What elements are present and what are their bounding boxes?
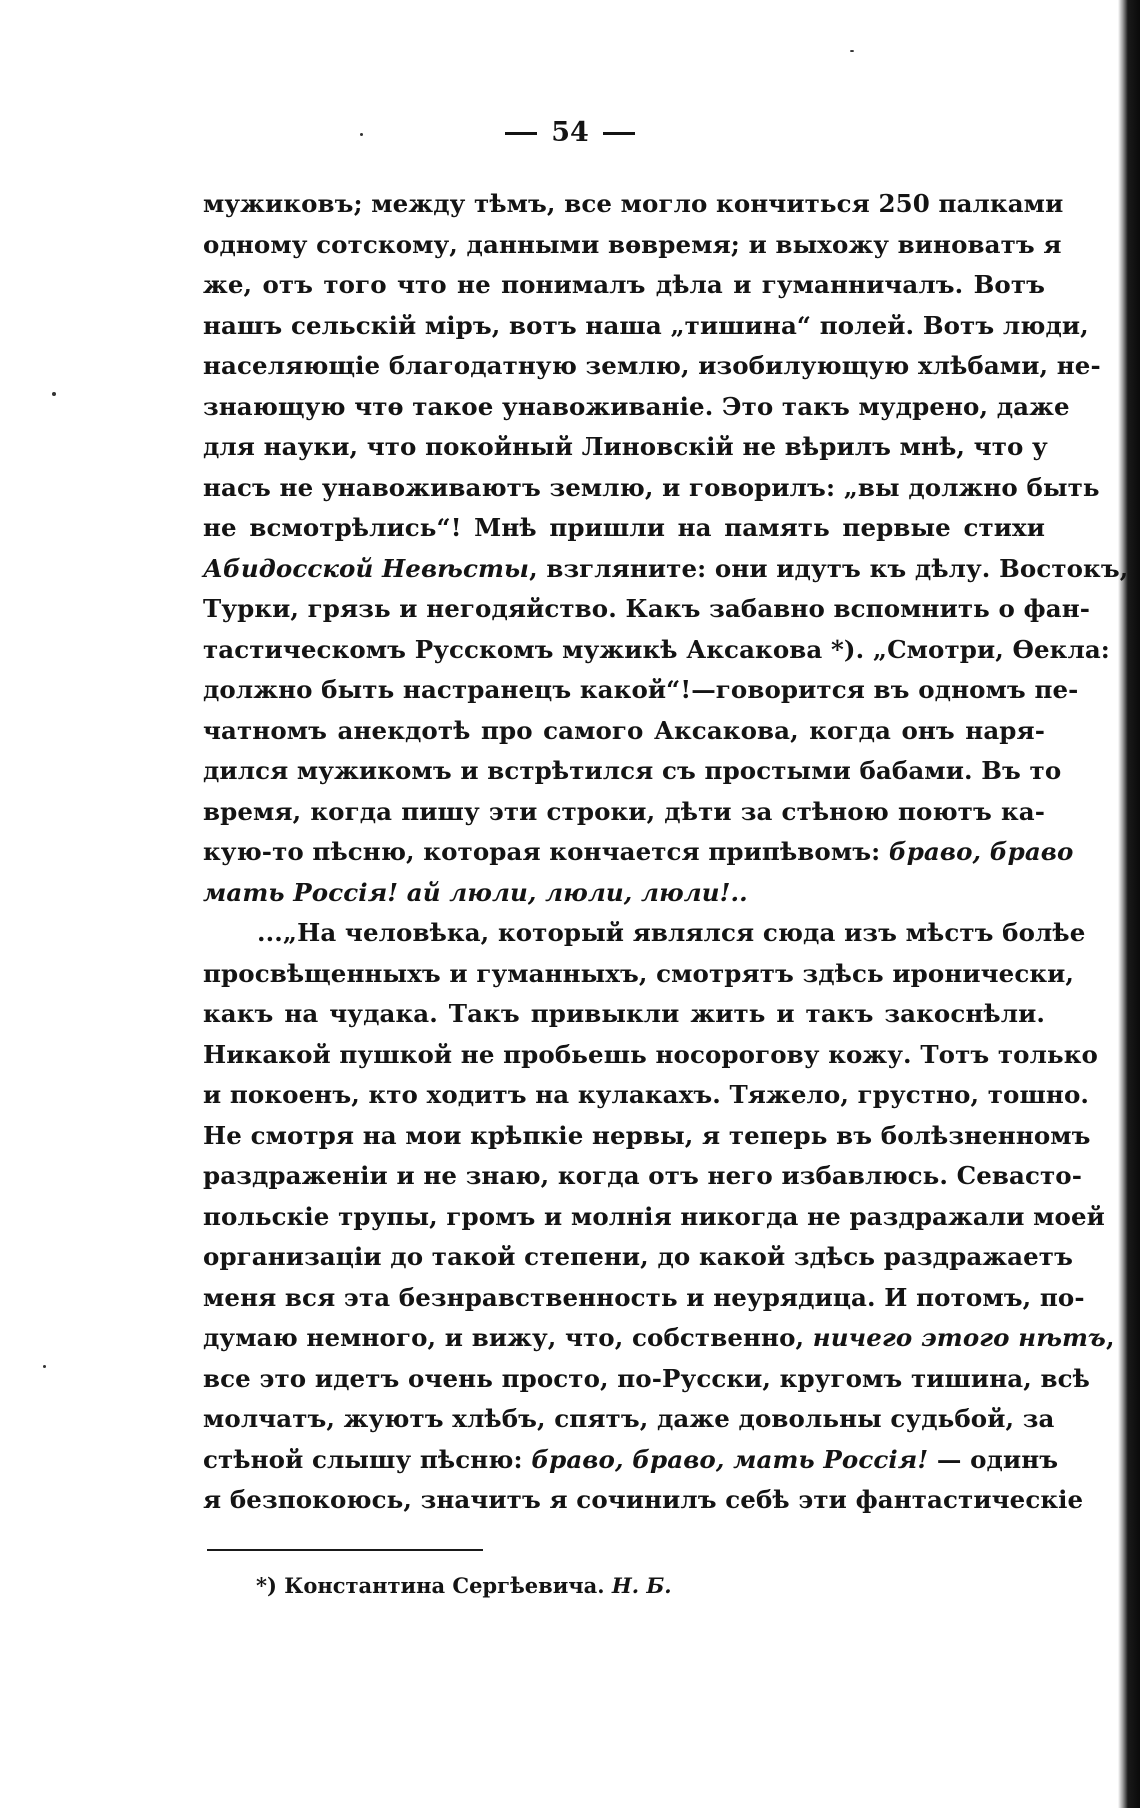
text-line <box>203 346 1101 387</box>
text-line <box>203 792 1045 833</box>
italic-text: браво, браво, мать Россія! <box>531 1444 929 1474</box>
footnote-rule <box>207 1549 483 1551</box>
text-line <box>203 1197 1105 1238</box>
text-line <box>203 832 1074 873</box>
text-segment: нашъ сельскій міръ, вотъ наша „тишина“ полей. Вотъ люди, <box>203 310 1089 340</box>
text-line <box>203 873 1045 914</box>
print-speck <box>850 50 854 52</box>
text-line <box>203 1237 1073 1278</box>
text-line <box>203 508 1045 549</box>
text-line <box>203 184 1064 225</box>
italic-text: мать Россія! ай люли, люли, люли!.. <box>203 877 748 907</box>
footnote-initials: Н. Б. <box>611 1573 672 1598</box>
text-segment: знающую чтѳ такое унавоживаніе. Это такъ мудрено, даже <box>203 391 1070 421</box>
text-line <box>203 1318 1115 1359</box>
text-line <box>203 1116 1091 1157</box>
text-line <box>203 1156 1082 1197</box>
text-line <box>203 1035 1098 1076</box>
text-line <box>203 549 1129 590</box>
text-segment: раздраженіи и не знаю, когда отъ него избавлюсь. Севасто- <box>203 1161 1082 1190</box>
text-segment: мужиковъ; между тѣмъ, все могло кончиться 250 палками <box>203 189 1064 218</box>
text-segment: и покоенъ, кто ходитъ на кулакахъ. Тяжело, грустно, тошно. <box>203 1080 1090 1109</box>
text-segment: какъ на чудака. Такъ привыкли жить и такъ закоснѣли. <box>203 999 1045 1028</box>
text-line <box>203 589 1091 630</box>
page-header <box>0 116 1140 150</box>
text-segment: меня вся эта безнравственность и неурядица. И потомъ, по- <box>203 1282 1085 1312</box>
text-segment: чатномъ анекдотѣ про самого Аксакова, когда онъ наря- <box>203 715 1045 745</box>
print-speck <box>360 133 363 136</box>
text-segment: кую-то пѣсню, которая кончается припѣвомъ: <box>203 837 889 866</box>
text-segment: для науки, что покойный Линовскій не вѣрилъ мнѣ, что у <box>203 432 1048 461</box>
text-line <box>203 225 1062 266</box>
text-segment: просвѣщенныхъ и гуманныхъ, смотрятъ здѣсь иронически, <box>203 958 1075 988</box>
text-segment: одному сотскому, данными вѳвремя; и выхожу виноватъ я <box>203 229 1062 259</box>
page-binding-edge <box>1118 0 1140 1808</box>
text-segment: , <box>1105 1323 1115 1352</box>
text-segment: дился мужикомъ и встрѣтился съ простыми бабами. Въ то <box>203 756 1062 785</box>
text-segment: Не смотря на мои крѣпкіе нервы, я теперь въ болѣзненномъ <box>203 1120 1091 1150</box>
text-segment: Никакой пушкой не пробьешь носорогову кожу. Тотъ только <box>203 1039 1098 1069</box>
text-segment: тастическомъ Русскомъ мужикѣ Аксакова *). „Смотри, Ѳекла: <box>203 634 1110 664</box>
text-line <box>203 994 1045 1035</box>
text-line <box>203 954 1075 995</box>
text-line <box>203 913 1086 954</box>
text-line <box>203 630 1110 671</box>
print-speck <box>52 392 56 396</box>
text-line <box>203 1480 1084 1521</box>
text-segment: стѣной слышу пѣсню: <box>203 1444 532 1474</box>
text-line <box>203 306 1089 347</box>
text-segment: молчатъ, жуютъ хлѣбъ, спятъ, даже довольны судьбой, за <box>203 1404 1055 1433</box>
text-segment: я безпокоюсь, значитъ я сочинилъ себѣ эти фантастическіе <box>203 1485 1084 1514</box>
text-line <box>203 1440 1059 1481</box>
italic-text: браво, браво <box>888 837 1074 866</box>
text-line <box>203 751 1062 792</box>
text-segment: организаціи до такой степени, до какой здѣсь раздражаетъ <box>203 1242 1073 1271</box>
text-segment: все это идетъ очень просто, по-Русски, кругомъ тишина, всѣ <box>203 1363 1090 1393</box>
italic-text: ничего этого нѣтъ <box>812 1323 1106 1352</box>
text-segment: населяющіе благодатную землю, изобилующую хлѣбами, не- <box>203 351 1101 380</box>
text-segment: , взгляните: они идутъ къ дѣлу. Востокъ, <box>529 553 1129 583</box>
footnote-text: *) Константина Сергѣевича. <box>256 1573 612 1598</box>
page-number: 54 <box>551 117 589 148</box>
text-line <box>203 427 1048 468</box>
text-segment: время, когда пишу эти строки, дѣти за стѣною поютъ ка- <box>203 796 1045 826</box>
text-segment: насъ не унавоживаютъ землю, и говорилъ: „вы должно быть <box>203 472 1100 502</box>
text-line <box>203 1075 1090 1116</box>
text-segment: польскіе трупы, громъ и молнія никогда не раздражали моей <box>203 1201 1105 1231</box>
header-dash-right <box>603 132 635 135</box>
text-line <box>203 387 1070 428</box>
text-line <box>203 1278 1085 1319</box>
text-line <box>203 1399 1055 1440</box>
text-segment: думаю немного, и вижу, что, собственно, <box>203 1323 813 1352</box>
body-text <box>203 184 1129 1521</box>
text-line <box>203 265 1045 306</box>
text-segment: не всмотрѣлись“! Мнѣ пришли на память первые стихи <box>203 513 1045 542</box>
text-segment: Турки, грязь и негодяйство. Какъ забавно вспомнить о фан- <box>203 594 1091 623</box>
text-line <box>203 711 1045 752</box>
text-line <box>203 670 1079 711</box>
text-segment: должно быть настранецъ какой“!—говорится въ одномъ пе- <box>203 675 1079 704</box>
text-segment: ...„На человѣка, который являлся сюда изъ мѣстъ болѣе <box>257 918 1086 947</box>
text-line <box>203 468 1100 509</box>
footnote <box>256 1571 672 1601</box>
header-dash-left <box>505 132 537 135</box>
print-speck <box>43 1365 46 1368</box>
text-segment: — одинъ <box>928 1444 1059 1474</box>
italic-text: Абидосской Невѣсты <box>203 553 530 583</box>
text-line <box>203 1359 1090 1400</box>
text-segment: же, отъ того что не понималъ дѣла и гуманничалъ. Вотъ <box>203 270 1045 299</box>
